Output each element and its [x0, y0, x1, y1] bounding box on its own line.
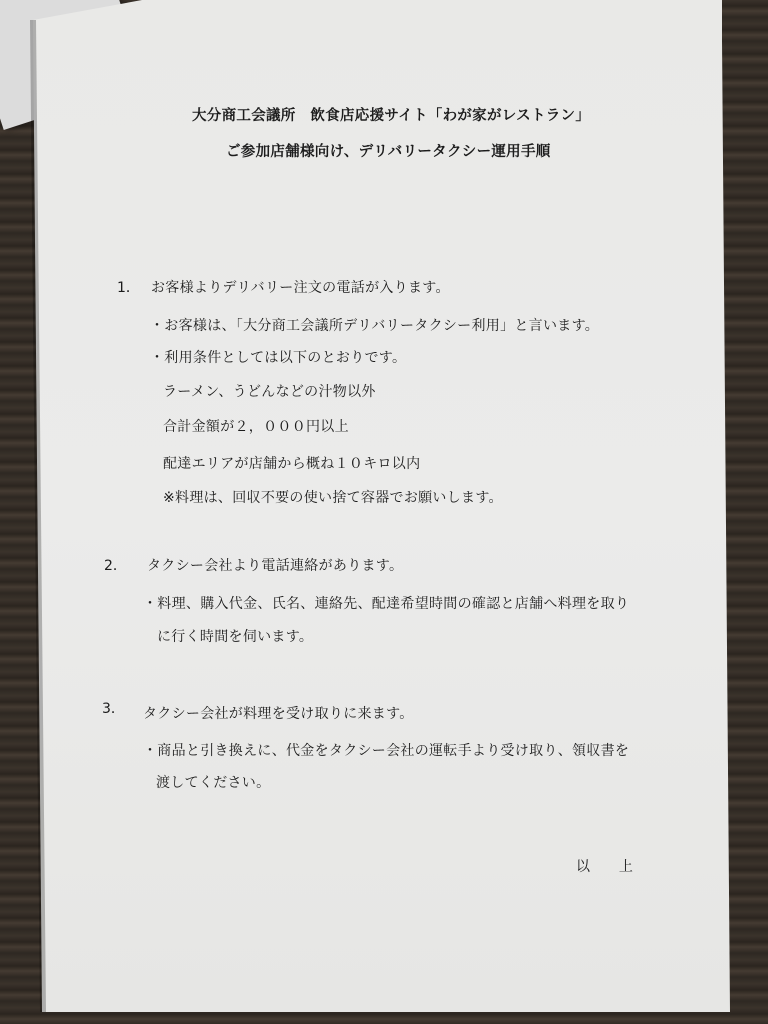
closing-remark: 以 上	[576, 859, 634, 875]
section3-heading: タクシー会社が料理を受け取りに来ます。	[143, 706, 414, 722]
section2-number: 2．	[104, 558, 127, 574]
section1-bullet1: ・お客様は、「大分商工会議所デリバリータクシー利用」と言います。	[150, 318, 600, 334]
document-title: 大分商工会議所 飲食店応援サイト「わが家がレストラン」	[192, 108, 591, 124]
section1-condition2: 合計金額が２，０００円以上	[163, 419, 349, 435]
section2-bullet1-line1: ・料理、購入代金、氏名、連絡先、配達希望時間の確認と店舗へ料理を取り	[143, 596, 630, 612]
section1-bullet2: ・利用条件としては以下のとおりです。	[150, 350, 407, 366]
section1-condition1: ラーメン、うどんなどの汁物以外	[163, 384, 376, 400]
section2-heading: タクシー会社より電話連絡があります。	[147, 558, 404, 574]
section1-number: 1．	[117, 280, 140, 296]
section1-note: ※料理は、回収不要の使い捨て容器でお願いします。	[163, 490, 503, 506]
section3-number: 3．	[102, 701, 125, 717]
section3-bullet1-line1: ・商品と引き換えに、代金をタクシー会社の運転手より受け取り、領収書を	[143, 743, 630, 759]
section2-bullet1-line2: に行く時間を伺います。	[157, 629, 314, 645]
section1-heading: お客様よりデリバリー注文の電話が入ります。	[151, 280, 450, 296]
section3-bullet1-line2: 渡してください。	[156, 775, 271, 791]
document-subtitle: ご参加店舗様向け、デリバリータクシー運用手順	[226, 144, 551, 160]
section1-condition3: 配達エリアが店舗から概ね１０キロ以内	[163, 456, 421, 472]
